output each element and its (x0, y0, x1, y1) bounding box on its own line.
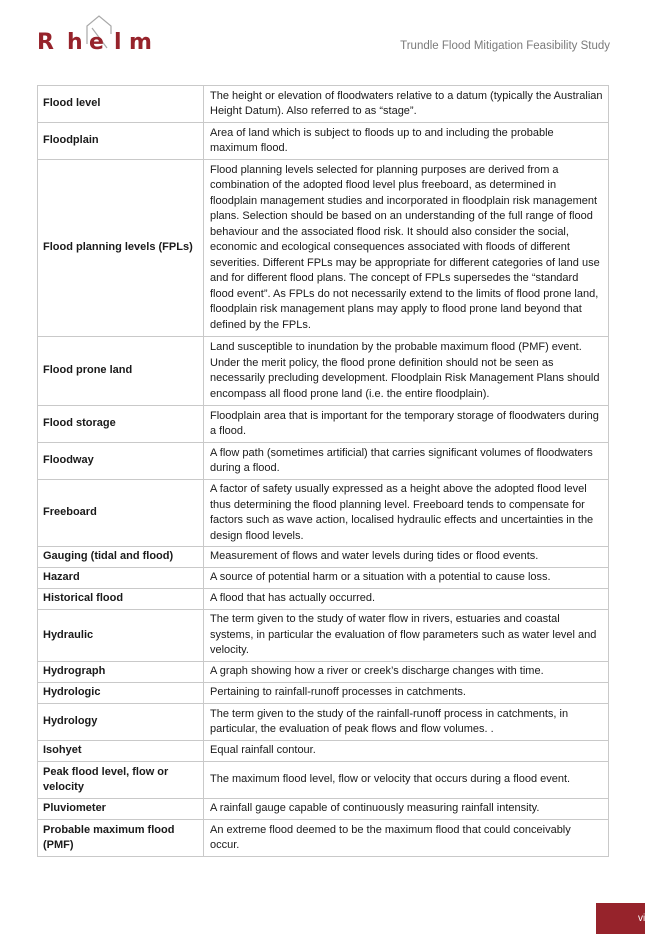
definition-cell: Flood planning levels selected for planning purposes are derived from a combination of the adopted flood level plus freeboard, as determined in floodplain management studies and incorporated in floodplain risk management plans. Selection should be based on an understanding of the full range of flood behaviour and the associated flood risk. It should also consider the social, economic and ecological consequences associated with floods of different severities. Different FPLs may be appropriate for different categories of land use and for different flood plans. The concept of FPLs supersedes the “standard flood event”. As FPLs do not necessarily extend to the limits of flood prone land, floodplain risk management plans may apply to flood prone land beyond that defined by the FPLs. (204, 160, 609, 337)
term-cell: Flood planning levels (FPLs) (38, 160, 204, 337)
logo-letter-l: l (114, 30, 122, 55)
table-row (38, 610, 609, 662)
term-cell: Peak flood level, flow or velocity (38, 762, 204, 799)
table-row (38, 683, 609, 704)
term-cell: Flood prone land (38, 337, 204, 406)
definition-cell: The height or elevation of floodwaters relative to a datum (typically the Australian Height Datum). Also referred to as “stage”. (204, 86, 609, 123)
table-row (38, 799, 609, 820)
glossary-table (37, 85, 609, 857)
term-cell: Historical flood (38, 589, 204, 610)
term-cell: Freeboard (38, 480, 204, 547)
definition-cell: A rainfall gauge capable of continuously measuring rainfall intensity. (204, 799, 609, 820)
definition-cell: Floodplain area that is important for the temporary storage of floodwaters during a flood. (204, 406, 609, 443)
rhelm-logo (37, 14, 157, 58)
definition-cell: A factor of safety usually expressed as a height above the adopted flood level thus determining the flood planning level. Freeboard tends to compensate for factors such as wave action, localised hydraulic effects and uncertainties in the design flood levels. (204, 480, 609, 547)
term-cell: Hydrology (38, 704, 204, 741)
term-cell: Hydrograph (38, 662, 204, 683)
logo-letter-h: h (67, 30, 83, 55)
document-title: Trundle Flood Mitigation Feasibility Study (400, 40, 610, 52)
definition-cell: A source of potential harm or a situation with a potential to cause loss. (204, 568, 609, 589)
term-cell: Hydrologic (38, 683, 204, 704)
definition-cell: The term given to the study of the rainfall-runoff process in catchments, in particular, the evaluation of peak flows and flow volumes. . (204, 704, 609, 741)
term-cell: Floodway (38, 443, 204, 480)
definition-cell: A flow path (sometimes artificial) that carries significant volumes of floodwaters during a flood. (204, 443, 609, 480)
table-row (38, 123, 609, 160)
table-row (38, 406, 609, 443)
definition-cell: A graph showing how a river or creek’s discharge changes with time. (204, 662, 609, 683)
definition-cell: Measurement of flows and water levels during tides or flood events. (204, 547, 609, 568)
table-row (38, 820, 609, 857)
term-cell: Isohyet (38, 741, 204, 762)
table-row (38, 443, 609, 480)
logo-letter-m: m (129, 30, 152, 55)
term-cell: Pluviometer (38, 799, 204, 820)
table-row (38, 589, 609, 610)
definition-cell: Area of land which is subject to floods up to and including the probable maximum flood. (204, 123, 609, 160)
table-row (38, 741, 609, 762)
term-cell: Hydraulic (38, 610, 204, 662)
definition-cell: Land susceptible to inundation by the probable maximum flood (PMF) event. Under the merit policy, the flood prone definition should not be seen as necessarily precluding development. Floodplain Risk Management Plans should encompass all flood prone land (i.e. the entire floodplain). (204, 337, 609, 406)
table-row (38, 547, 609, 568)
term-cell: Flood storage (38, 406, 204, 443)
definition-cell: The maximum flood level, flow or velocity that occurs during a flood event. (204, 762, 609, 799)
definition-cell: Equal rainfall contour. (204, 741, 609, 762)
table-row (38, 480, 609, 547)
definition-cell: Pertaining to rainfall-runoff processes in catchments. (204, 683, 609, 704)
term-cell: Gauging (tidal and flood) (38, 547, 204, 568)
table-row (38, 86, 609, 123)
table-row (38, 762, 609, 799)
term-cell: Flood level (38, 86, 204, 123)
logo-letter-r: R (37, 30, 54, 55)
definition-cell: An extreme flood deemed to be the maximum flood that could conceivably occur. (204, 820, 609, 857)
term-cell: Floodplain (38, 123, 204, 160)
definition-cell: The term given to the study of water flow in rivers, estuaries and coastal systems, in particular the evaluation of flow parameters such as water level and velocity. (204, 610, 609, 662)
table-row (38, 337, 609, 406)
page-number-tab (596, 903, 645, 934)
table-row (38, 662, 609, 683)
term-cell: Probable maximum flood (PMF) (38, 820, 204, 857)
table-row (38, 568, 609, 589)
page-number: vi (638, 913, 645, 924)
table-row (38, 160, 609, 337)
term-cell: Hazard (38, 568, 204, 589)
logo-letter-e: e (89, 30, 104, 55)
table-row (38, 704, 609, 741)
definition-cell: A flood that has actually occurred. (204, 589, 609, 610)
